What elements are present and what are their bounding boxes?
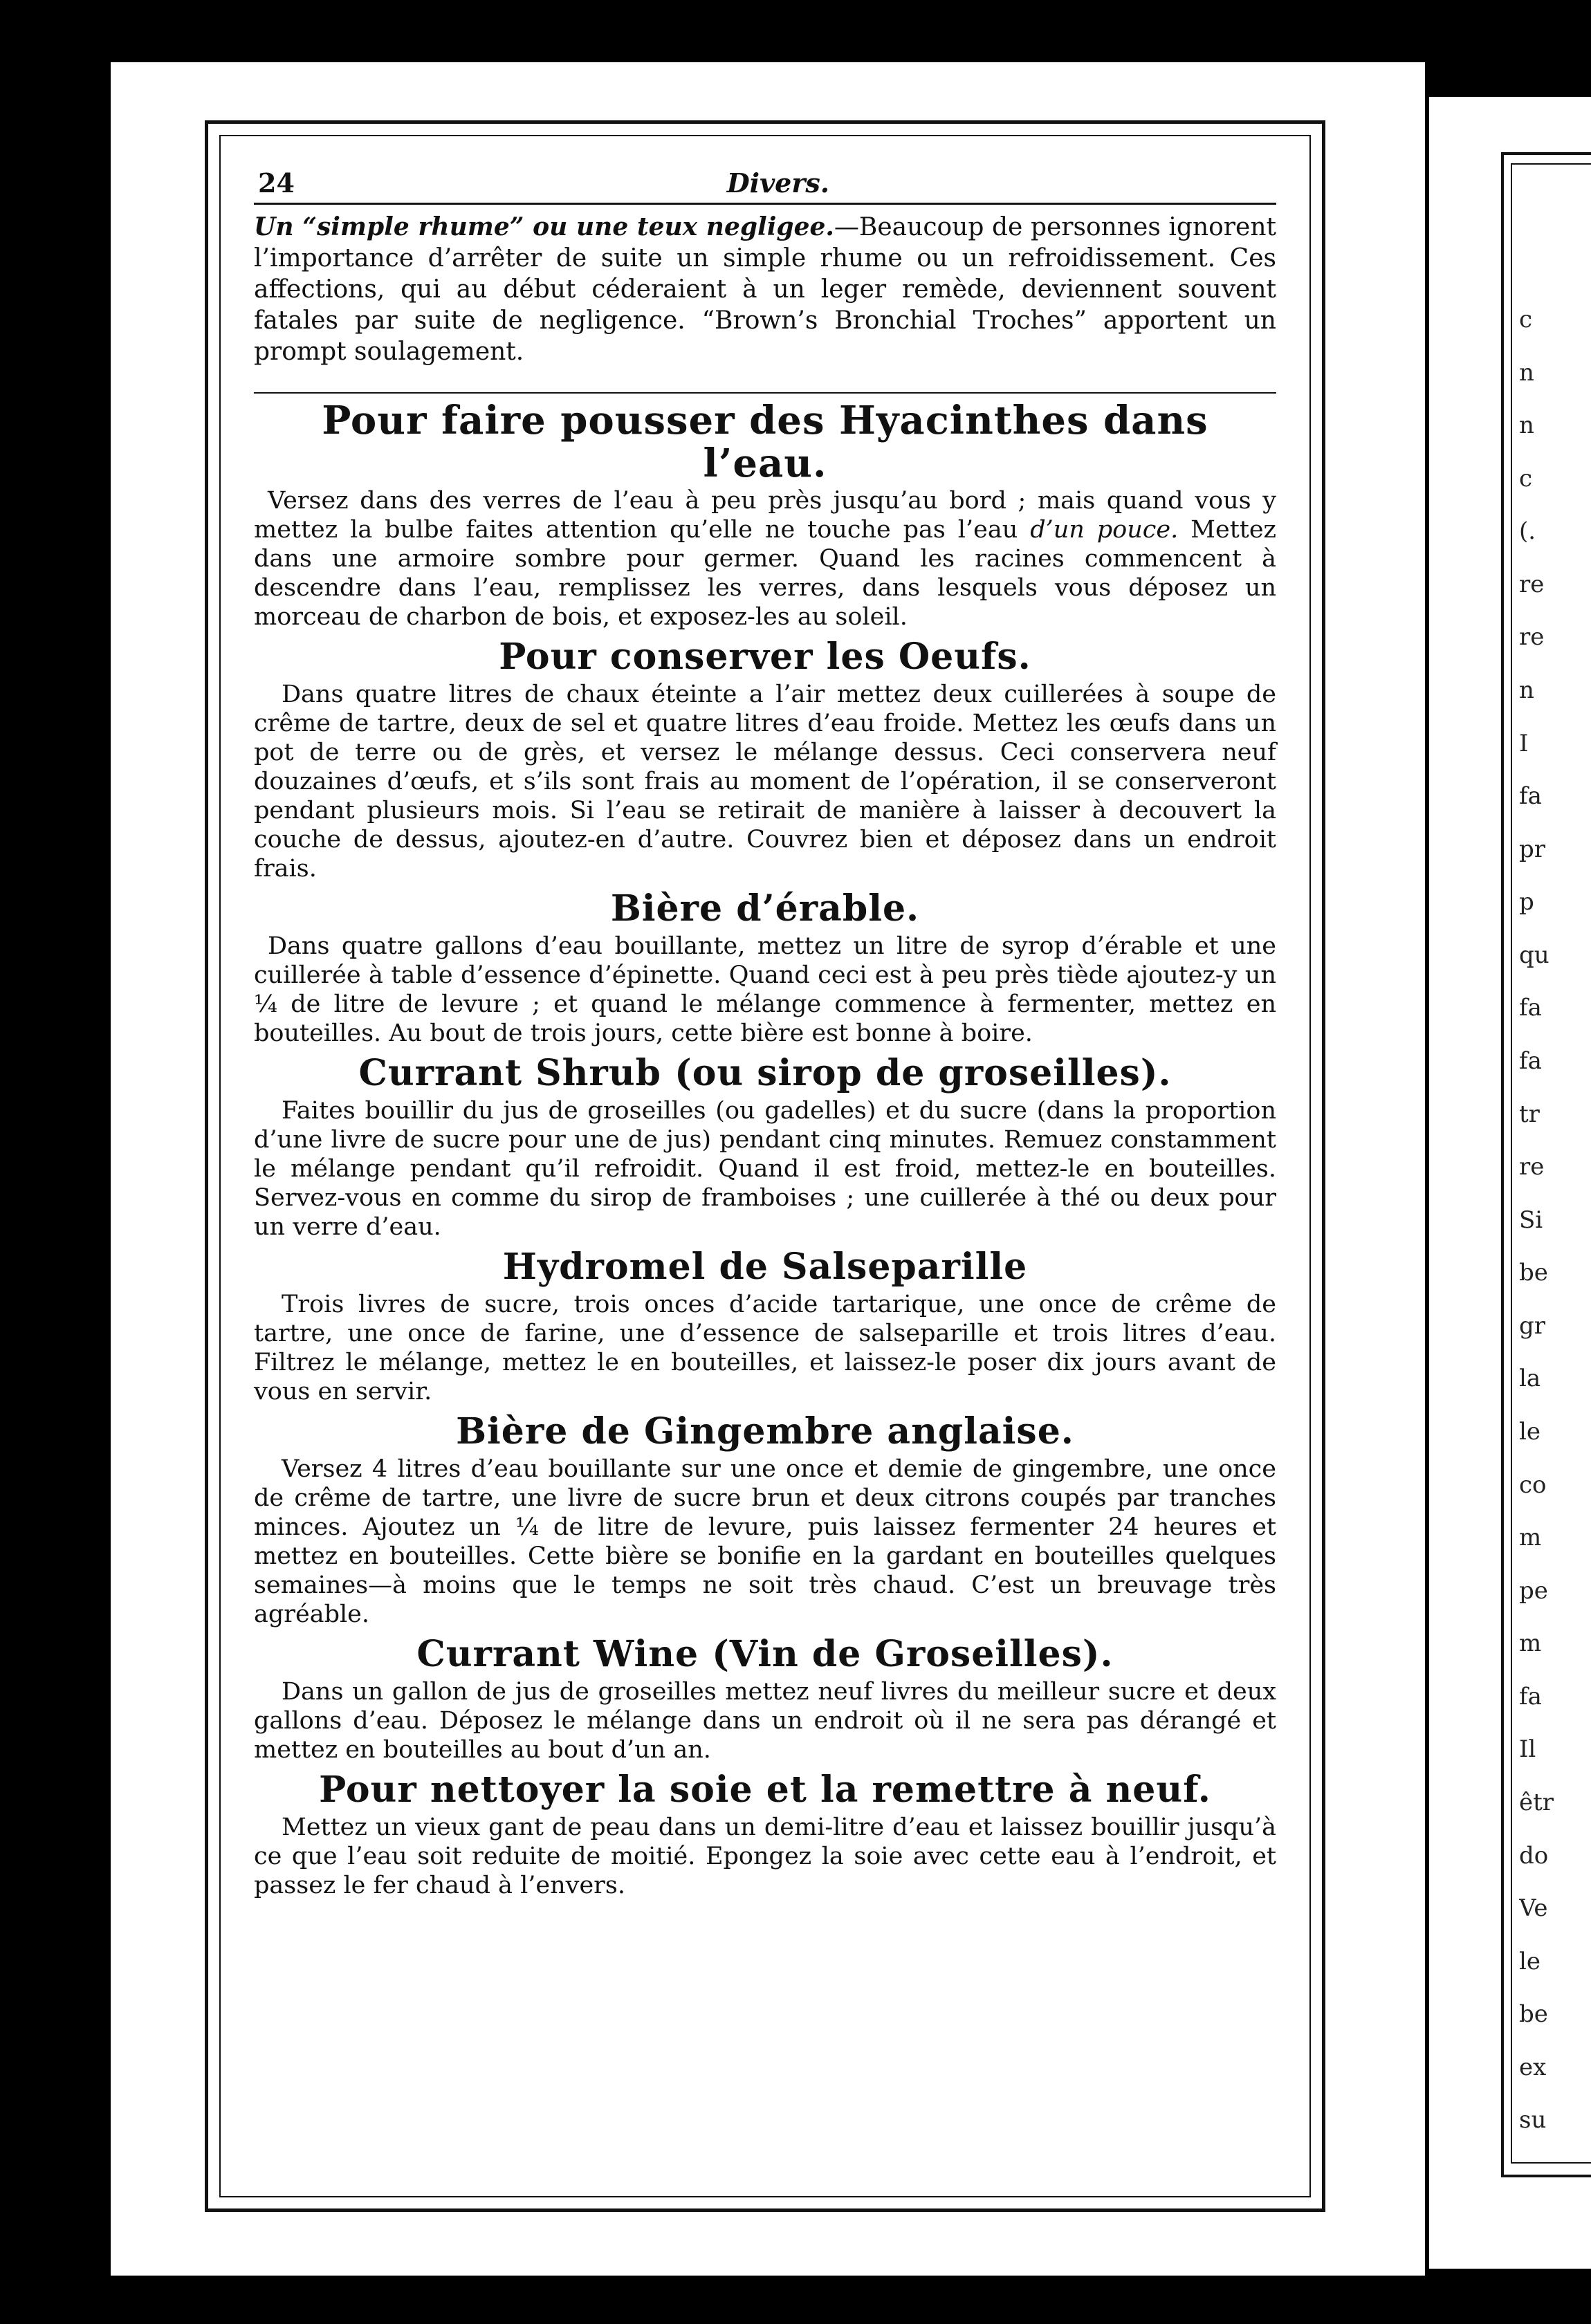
- section-text-hydromel: Trois livres de sucre, trois onces d’acide tartarique, une once de crême de tartre, une once de farine, une d’essence de salseparille et trois litres d’eau. Filtrez le mélange, mettez le en bouteilles, et laissez-le poser dix jours avant de vous en servir.: [254, 1291, 1276, 1405]
- facing-page-fragment: êtr: [1519, 1789, 1554, 1816]
- facing-page-fragment: le: [1519, 1947, 1541, 1975]
- facing-page-fragment: fa: [1519, 994, 1542, 1022]
- facing-page-text-fragments: [1519, 97, 1591, 2269]
- italic-phrase: d’un pouce.: [1030, 516, 1179, 544]
- section-text-currant-shrub: Faites bouillir du jus de groseilles (ou gadelles) et du sucre (dans la proportion d’une livre de sucre pour une de jus) pendant cinq minutes. Remuez constamment le mélange pendant qu’il refroidit. Quand il est froid, mettez-le en bouteilles. Servez-vous en comme du sirop de framboises ; une cuillerée à thé ou deux pour un verre d’eau.: [254, 1097, 1276, 1241]
- facing-page-fragment: qu: [1519, 941, 1549, 969]
- facing-page-fragment: Ve: [1519, 1894, 1548, 1923]
- facing-page-fragment: Il: [1519, 1735, 1536, 1764]
- facing-page-fragment: fa: [1519, 782, 1542, 811]
- section-title-biere-erable: Bière d’érable.: [610, 887, 920, 930]
- facing-page-fragment: be: [1519, 2000, 1548, 2029]
- facing-page-fragment: Si: [1519, 1206, 1543, 1234]
- facing-page-fragment: re: [1519, 1153, 1545, 1181]
- facing-page-fragment: fa: [1519, 1682, 1542, 1710]
- facing-page-fragment: la: [1519, 1365, 1541, 1393]
- section-text-biere-erable: Dans quatre gallons d’eau bouillante, mettez un litre de syrop d’érable et une cuillerée à table d’essence d’épinette. Quand ceci est à peu près tiède ajoutez-y un ¼ de litre de levure ; et quand le mélange commence à fermenter, mettez en bouteilles. Au bout de trois jours, cette bière est bonne à boire.: [254, 932, 1276, 1047]
- section-title-soie: Pour nettoyer la soie et la remettre à neuf.: [319, 1769, 1211, 1811]
- page-content: [254, 160, 1276, 2175]
- page-inner-border: [219, 135, 1311, 2197]
- running-title: Divers.: [726, 167, 829, 199]
- section-title-oeufs: Pour conserver les Oeufs.: [499, 636, 1031, 678]
- section-title-currant-shrub: Currant Shrub (ou sirop de groseilles).: [358, 1052, 1172, 1094]
- facing-page-fragment: re: [1519, 570, 1545, 598]
- book-page: [111, 62, 1425, 2276]
- facing-page-fragment: n: [1519, 412, 1534, 440]
- facing-page-fragment: be: [1519, 1259, 1548, 1287]
- page-outer-border: [205, 120, 1325, 2212]
- section-text-gingembre: Versez 4 litres d’eau bouillante sur une once et demie de gingembre, une once de crême de tartre, une livre de sucre brun et deux citrons coupés par tranches minces. Ajoutez un ¼ de litre de levure, puis laissez fermenter 24 heures et mettez en bouteilles. Cette bière se bonifie en la gardant en bouteilles quelques semaines—à moins que le temps ne soit très chaud. C’est un breuvage très agréable.: [254, 1455, 1276, 1628]
- facing-page-fragment: n: [1519, 358, 1534, 387]
- section-title-hydromel: Hydromel de Salseparille: [502, 1246, 1028, 1288]
- facing-page-fragment: c: [1519, 464, 1533, 492]
- facing-page-fragment: pr: [1519, 835, 1546, 863]
- section-text-soie: Mettez un vieux gant de peau dans un demi-litre d’eau et laissez bouillir jusqu’à ce que l’eau soit reduite de moitié. Epongez la soie avec cette eau à l’endroit, et passez le fer chaud à l’envers.: [254, 1814, 1276, 1899]
- facing-page-fragment: I: [1519, 729, 1529, 757]
- section-text-currant-wine: Dans un gallon de jus de groseilles mettez neuf livres du meilleur sucre et deux gallons d’eau. Déposez le mélange dans un endroit où il ne sera pas dérangé et mettez en bouteilles au bout d’un an.: [254, 1678, 1276, 1764]
- facing-page-fragment: n: [1519, 676, 1534, 704]
- facing-page-fragment: (.: [1519, 517, 1536, 546]
- facing-page-fragment: p: [1519, 888, 1534, 916]
- facing-page-fragment: pe: [1519, 1576, 1548, 1605]
- intro-text: —Beaucoup de personnes ignorent l’importance d’arrêter de suite un simple rhume ou un refroidissement. Ces affections, qui au début céderaient à un leger remède, deviennent souvent fatales par suite de negligence. “Brown’s Bronchial Troches” apportent un prompt soulagement.: [254, 213, 1276, 366]
- section-text-oeufs: Dans quatre litres de chaux éteinte a l’air mettez deux cuillerées à soupe de crême de tartre, deux de sel et quatre litres d’eau froide. Mettez les œufs dans un pot de terre ou de grès, et versez le mélange dessus. Ceci conservera neuf douzaines d’œufs, et s’ils sont frais au moment de l’opération, il se conserveront pendant plusieurs mois. Si l’eau se retirait de manière à laisser à decouvert la couche de dessus, ajoutez-en d’autre. Couvrez bien et déposez dans un endroit frais.: [254, 681, 1276, 883]
- section-divider: [254, 392, 1276, 394]
- section-title-gingembre: Bière de Gingembre anglaise.: [456, 1410, 1074, 1452]
- running-header: [254, 160, 1276, 205]
- facing-page-fragment: fa: [1519, 1047, 1542, 1075]
- facing-page-fragment: gr: [1519, 1311, 1546, 1340]
- facing-page-fragment: co: [1519, 1470, 1547, 1499]
- facing-page-fragment: tr: [1519, 1100, 1540, 1128]
- facing-page-fragment: re: [1519, 623, 1545, 652]
- facing-page-fragment: m: [1519, 1630, 1542, 1658]
- facing-page-fragment: su: [1519, 2106, 1547, 2134]
- section-title-hyacinthes: Pour faire pousser des Hyacinthes dans l’eau.: [322, 398, 1208, 486]
- section-text-hyacinthes: Versez dans des verres de l’eau à peu près jusqu’au bord ; mais quand vous y mettez la bulbe faites attention qu’elle ne touche pas l’eau d’un pouce. Mettez dans une armoire sombre pour germer. Quand les racines commencent à descendre dans l’eau, remplissez les verres, dans lesquels vous déposez un morceau de charbon de bois, et exposez-les au soleil.: [254, 487, 1276, 631]
- facing-page-edge: [1429, 97, 1591, 2269]
- intro-paragraph: [254, 212, 1276, 367]
- intro-lead: Un “simple rhume” ou une teux negligee.: [254, 212, 834, 241]
- facing-page-fragment: le: [1519, 1418, 1541, 1446]
- section-title-currant-wine: Currant Wine (Vin de Groseilles).: [416, 1633, 1114, 1675]
- facing-page-fragment: do: [1519, 1841, 1549, 1870]
- page-number: 24: [258, 167, 295, 199]
- facing-page-fragment: ex: [1519, 2053, 1547, 2081]
- facing-page-fragment: c: [1519, 306, 1533, 333]
- facing-page-fragment: m: [1519, 1524, 1542, 1552]
